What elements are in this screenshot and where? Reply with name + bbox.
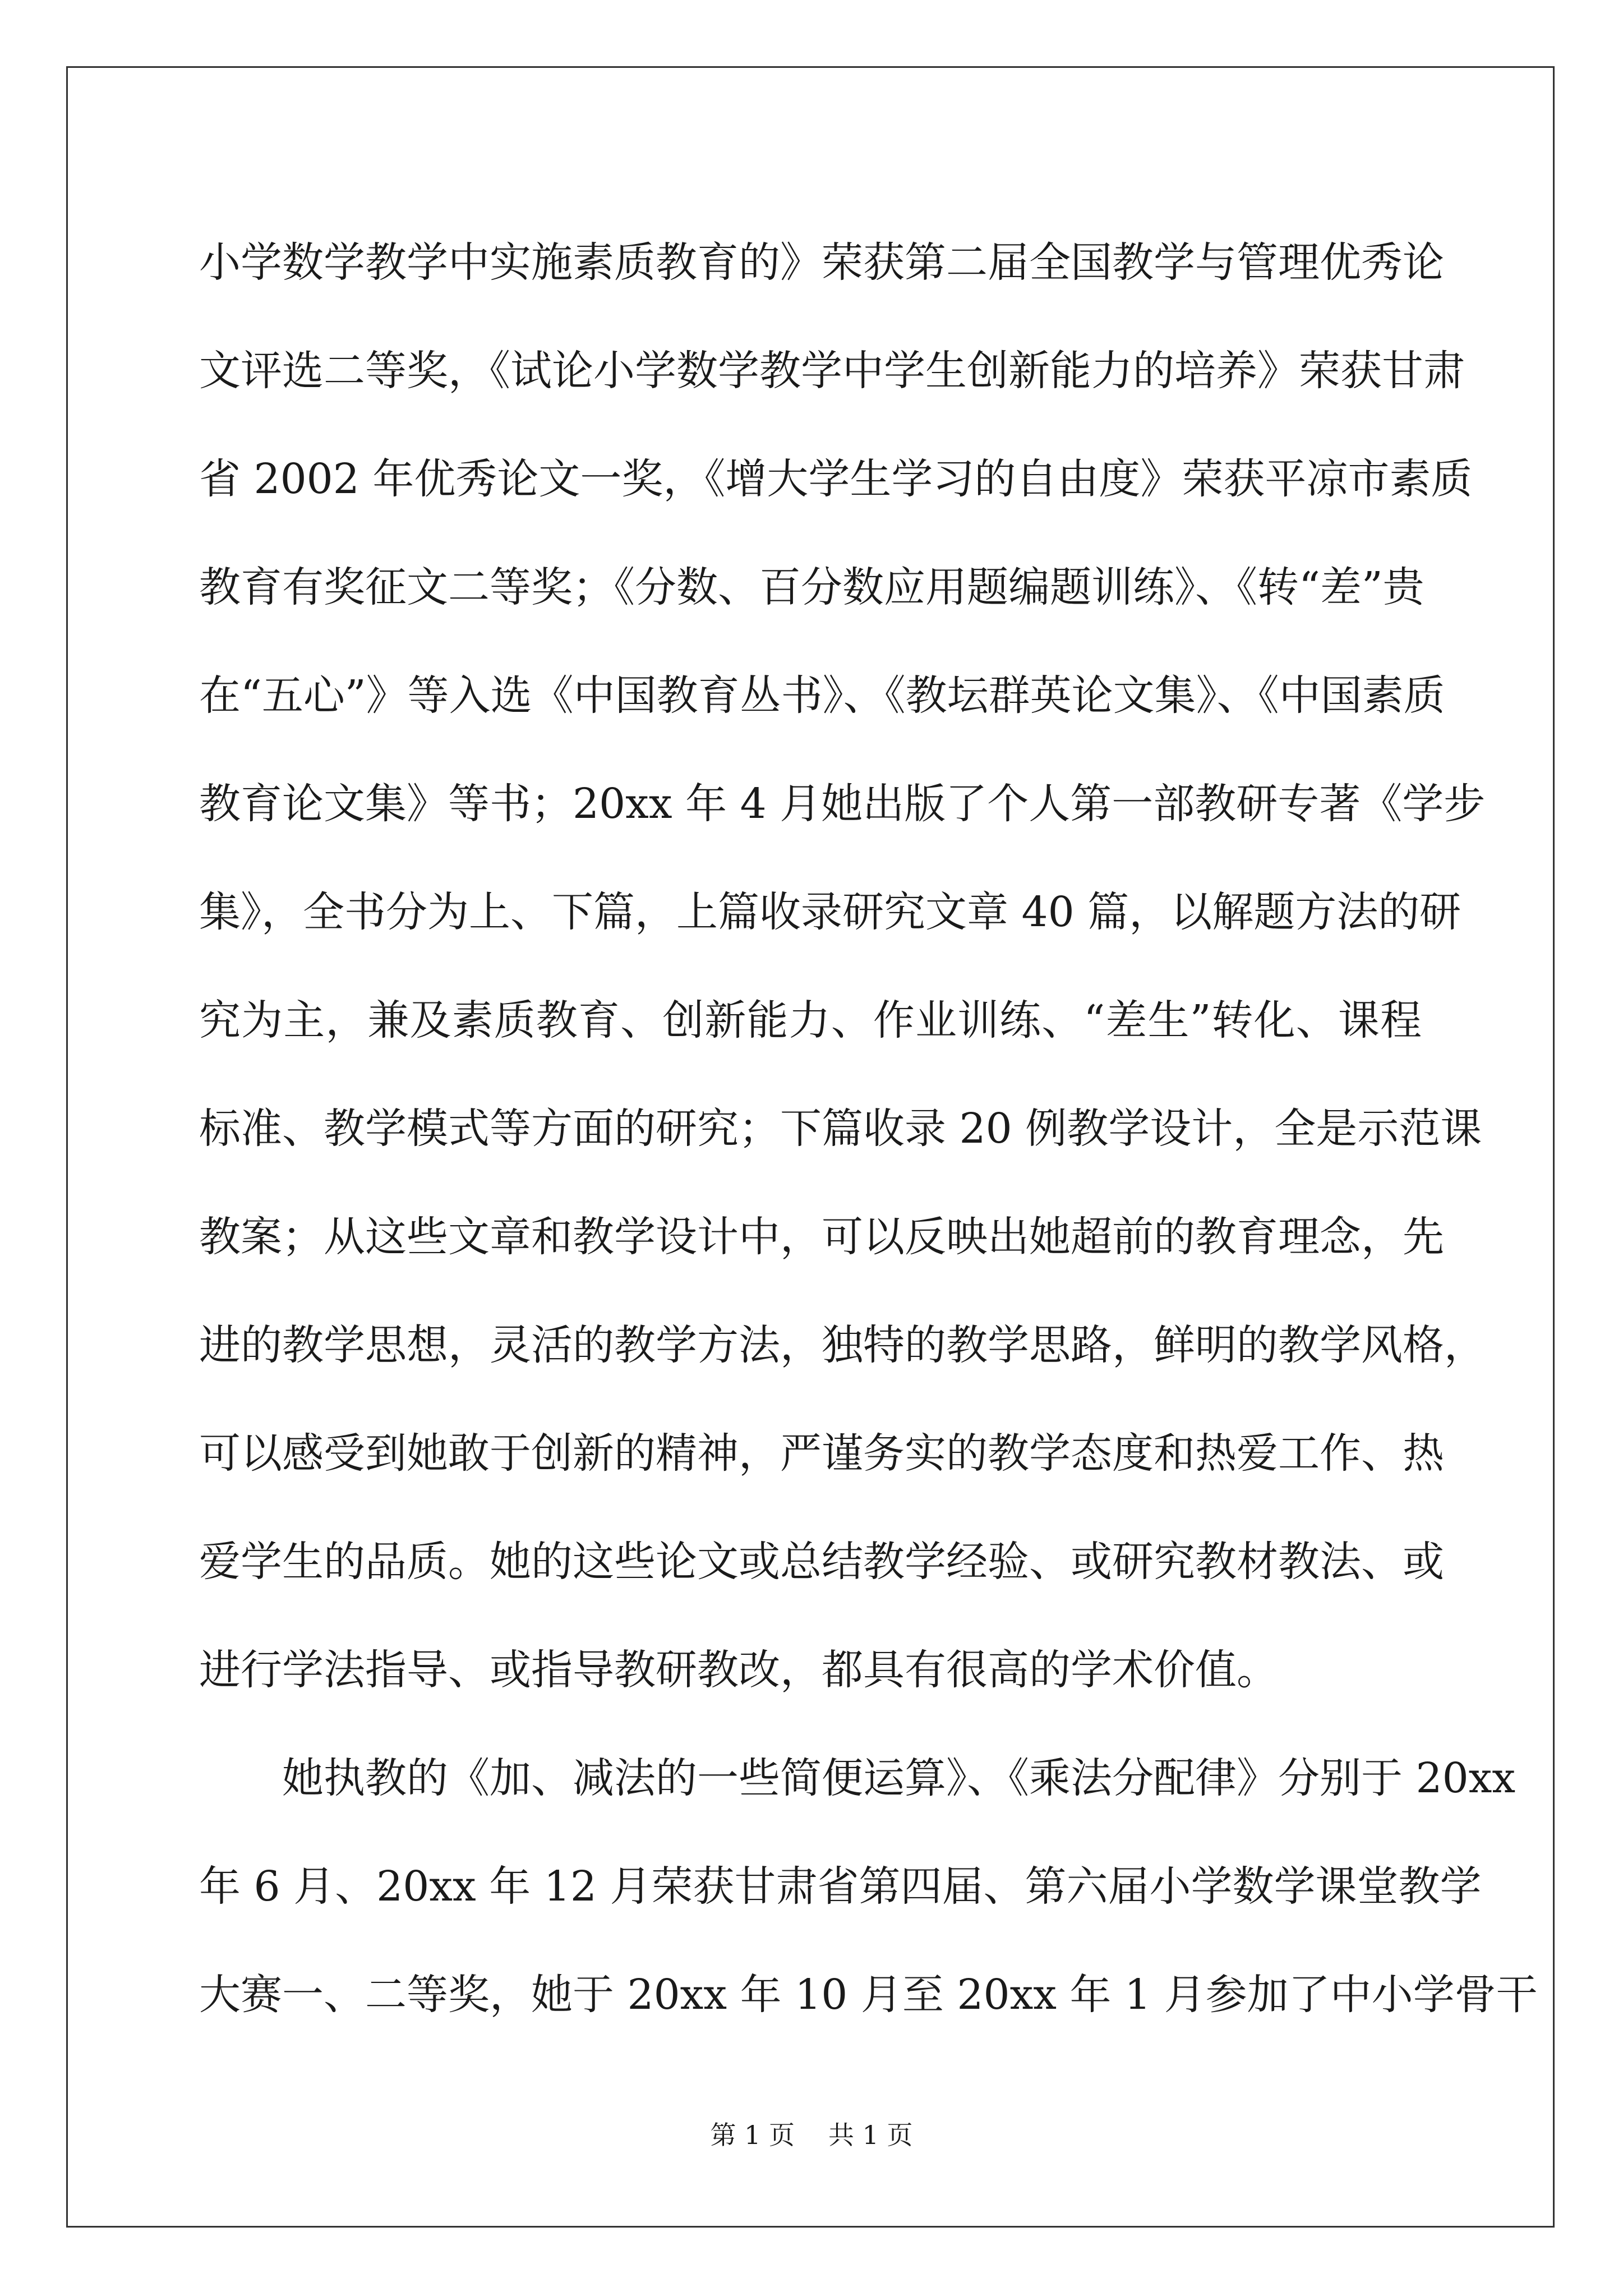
text-line-8: 究为主，兼及素质教育、创新能力、作业训练、“差生”转化、课程	[199, 996, 1422, 1045]
text-line-17: 大赛一、二等奖，她于 20xx 年 10 月至 20xx 年 1 月参加了中小学骨干	[199, 1971, 1538, 2019]
text-line-5: 在“五心”》等入选《中国教育丛书》、《教坛群英论文集》、《中国素质	[199, 671, 1445, 720]
page-footer	[0, 2119, 1623, 2151]
text-line-2: 文评选二等奖，《试论小学数学教学中学生创新能力的培养》荣获甘肃	[199, 347, 1465, 395]
page-total: 共 1 页	[828, 2120, 913, 2150]
text-line-6: 教育论文集》等书；20xx 年 4 月她出版了个人第一部教研专著《学步	[199, 780, 1486, 828]
text-line-4: 教育有奖征文二等奖；《分数、百分数应用题编题训练》、《转“差”贵	[199, 563, 1424, 611]
text-line-12: 可以感受到她敢于创新的精神，严谨务实的教学态度和热爱工作、热	[199, 1429, 1444, 1478]
text-line-13: 爱学生的品质。她的这些论文或总结教学经验、或研究教材教法、或	[199, 1538, 1444, 1586]
text-line-14: 进行学法指导、或指导教研教改，都具有很高的学术价值。	[199, 1646, 1278, 1694]
text-line-10: 教案；从这些文章和教学设计中，可以反映出她超前的教育理念，先	[199, 1213, 1444, 1261]
text-line-11: 进的教学思想，灵活的教学方法，独特的教学思路，鲜明的教学风格，	[199, 1321, 1486, 1369]
document-body	[199, 209, 1538, 2049]
page-number: 第 1 页	[710, 2120, 795, 2150]
text-line-7: 集》，全书分为上、下篇，上篇收录研究文章 40 篇，以解题方法的研	[199, 888, 1461, 936]
text-line-3: 省 2002 年优秀论文一奖，《增大学生学习的自由度》荣获平凉市素质	[199, 455, 1473, 503]
text-line-1: 小学数学教学中实施素质教育的》荣获第二届全国教学与管理优秀论	[199, 238, 1444, 287]
text-line-15: 她执教的《加、减法的一些简便运算》、《乘法分配律》分别于 20xx	[199, 1754, 1516, 1802]
text-line-9: 标准、教学模式等方面的研究；下篇收录 20 例教学设计，全是示范课	[199, 1105, 1482, 1153]
text-line-16: 年 6 月、20xx 年 12 月荣获甘肃省第四届、第六届小学数学课堂教学	[199, 1862, 1482, 1911]
